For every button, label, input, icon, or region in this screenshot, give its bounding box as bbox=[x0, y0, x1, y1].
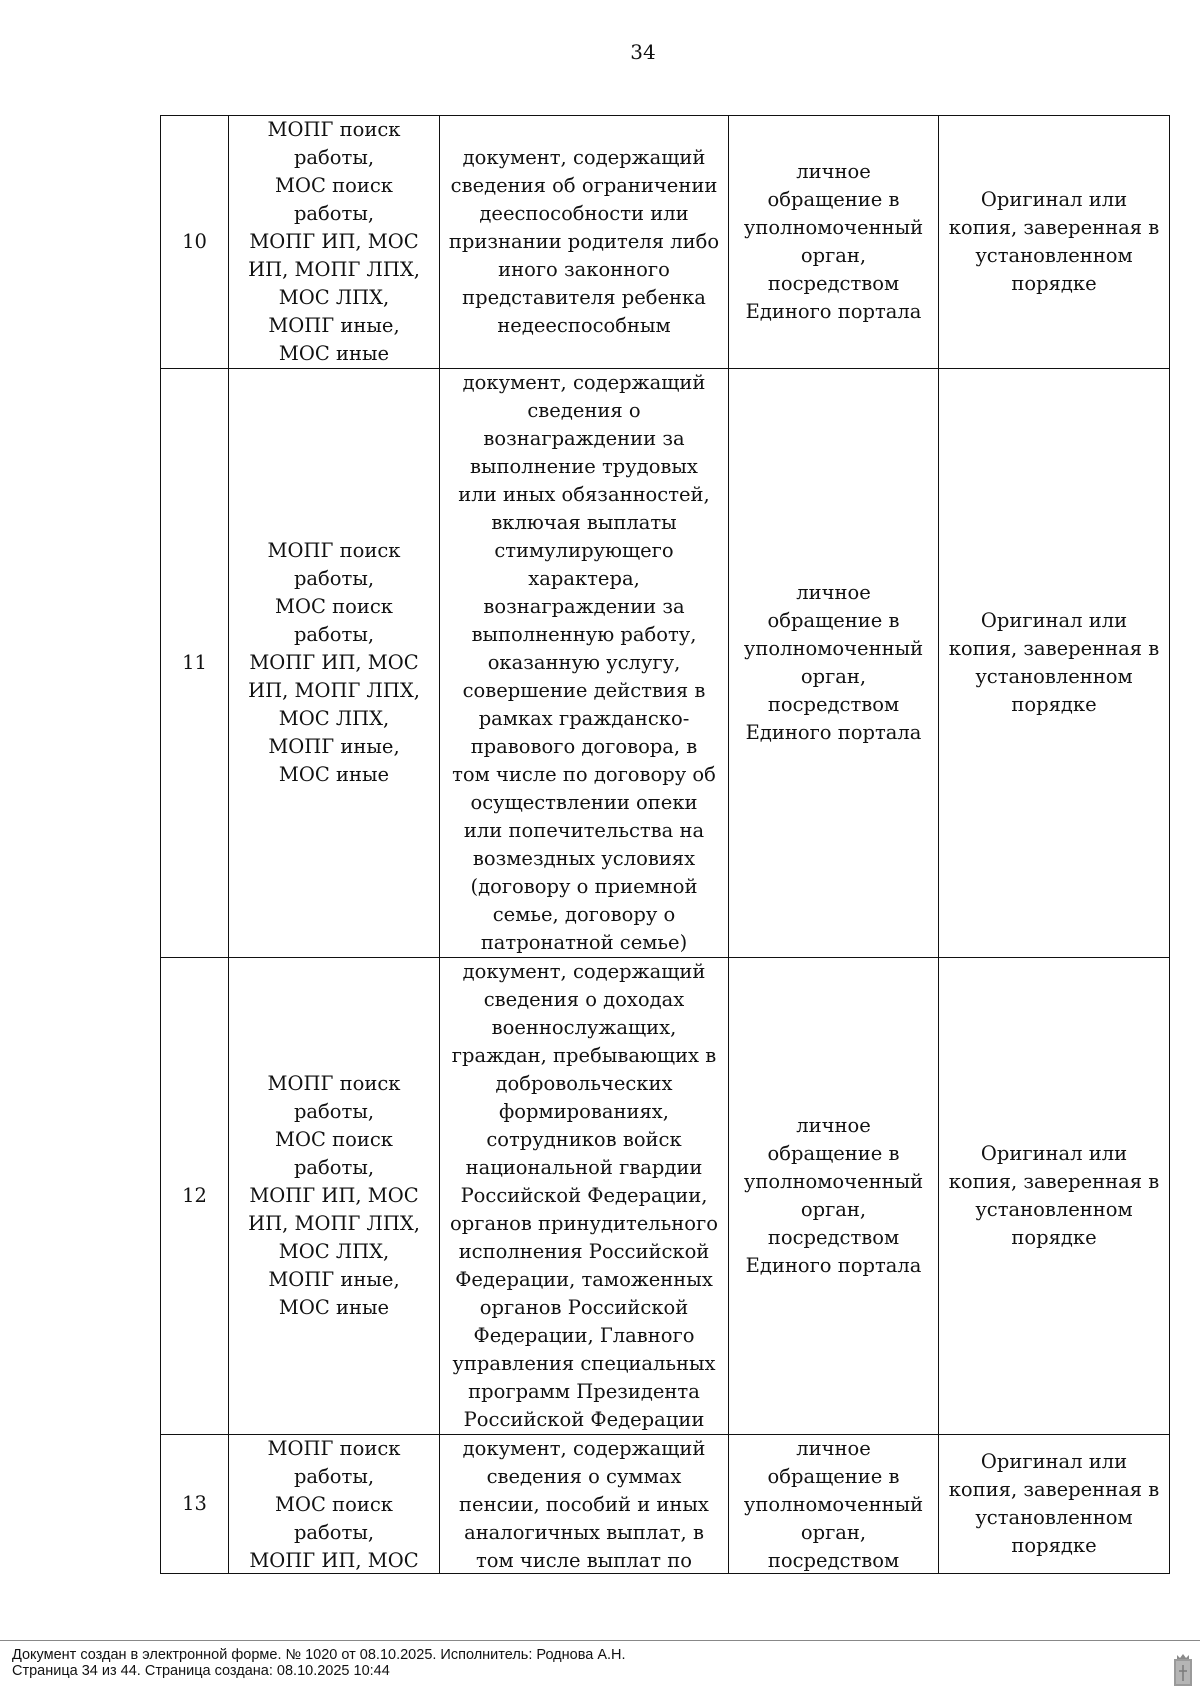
table-row bbox=[161, 1435, 1170, 1574]
table-row bbox=[161, 369, 1170, 958]
submission-method: личное обращение в уполномоченный орган, посредством Единого портала bbox=[729, 958, 939, 1435]
document-form: Оригинал или копия, заверенная в установленном порядке bbox=[939, 1435, 1170, 1574]
footer-line-2: Страница 34 из 44. Страница создана: 08.10.2025 10:44 bbox=[12, 1663, 390, 1679]
row-number: 12 bbox=[161, 958, 229, 1435]
document-description: документ, содержащий сведения о доходах военнослужащих, граждан, пребывающих в добровольческих формированиях, сотрудников войск национальной гвардии Российской Федерации, органов принудительного исполнения Российской Федерации, таможенных органов Российской Федерации, Главного управления специальных программ Президента Российской Федерации bbox=[440, 958, 729, 1435]
applicant-category: МОПГ поиск работы, МОС поиск работы, МОПГ ИП, МОС ИП, МОПГ ЛПХ, МОС ЛПХ, МОПГ иные, МОС иные bbox=[229, 958, 440, 1435]
document-description: документ, содержащий сведения о суммах пенсии, пособий и иных аналогичных выплат, в том числе выплат по bbox=[459, 1437, 709, 1572]
document-description: документ, содержащий сведения об ограничении дееспособности или признании родителя либо иного законного представителя ребенка недееспособным bbox=[440, 116, 729, 369]
footer-divider bbox=[0, 1640, 1200, 1641]
applicant-category-cell bbox=[229, 1435, 440, 1574]
row-number: 10 bbox=[161, 116, 229, 369]
submission-method: личное обращение в уполномоченный орган, посредством Единого портала bbox=[729, 369, 939, 958]
document-form: Оригинал или копия, заверенная в установленном порядке bbox=[939, 958, 1170, 1435]
document-form: Оригинал или копия, заверенная в установленном порядке bbox=[939, 116, 1170, 369]
table-row bbox=[161, 958, 1170, 1435]
submission-method-cell bbox=[729, 1435, 939, 1574]
row-number: 13 bbox=[161, 1435, 229, 1574]
document-description-cell bbox=[440, 1435, 729, 1574]
applicant-category: МОПГ поиск работы, МОС поиск работы, МОПГ ИП, МОС ИП, МОПГ ЛПХ, МОС ЛПХ, МОПГ иные, МОС иные bbox=[229, 116, 440, 369]
page-number: 34 bbox=[630, 40, 656, 64]
row-number: 11 bbox=[161, 369, 229, 958]
submission-method: личное обращение в уполномоченный орган, посредством Единого портала bbox=[729, 116, 939, 369]
document-description: документ, содержащий сведения о вознаграждении за выполнение трудовых или иных обязанностей, включая выплаты стимулирующего характера, вознаграждении за выполненную работу, оказанную услугу, совершение действия в рамках гражданско- правового договора, в том числе по договору об осуществлении опеки или попечительства на возмездных условиях (договору о приемной семье, договору о патронатной семье) bbox=[440, 369, 729, 958]
requirements-table bbox=[160, 115, 1170, 1574]
applicant-category: МОПГ поиск работы, МОС поиск работы, МОПГ ИП, МОС ИП, МОПГ ЛПХ, МОС ЛПХ, МОПГ иные, МОС иные bbox=[229, 369, 440, 958]
emblem-icon bbox=[1172, 1653, 1194, 1687]
table-row bbox=[161, 116, 1170, 369]
document-footer bbox=[12, 1647, 626, 1679]
submission-method: личное обращение в уполномоченный орган, посредством bbox=[743, 1437, 924, 1572]
applicant-category: МОПГ поиск работы, МОС поиск работы, МОПГ ИП, МОС bbox=[249, 1437, 419, 1572]
document-form: Оригинал или копия, заверенная в установленном порядке bbox=[939, 369, 1170, 958]
footer-line-1: Документ создан в электронной форме. № 1020 от 08.10.2025. Исполнитель: Роднова А.Н. bbox=[12, 1647, 626, 1663]
